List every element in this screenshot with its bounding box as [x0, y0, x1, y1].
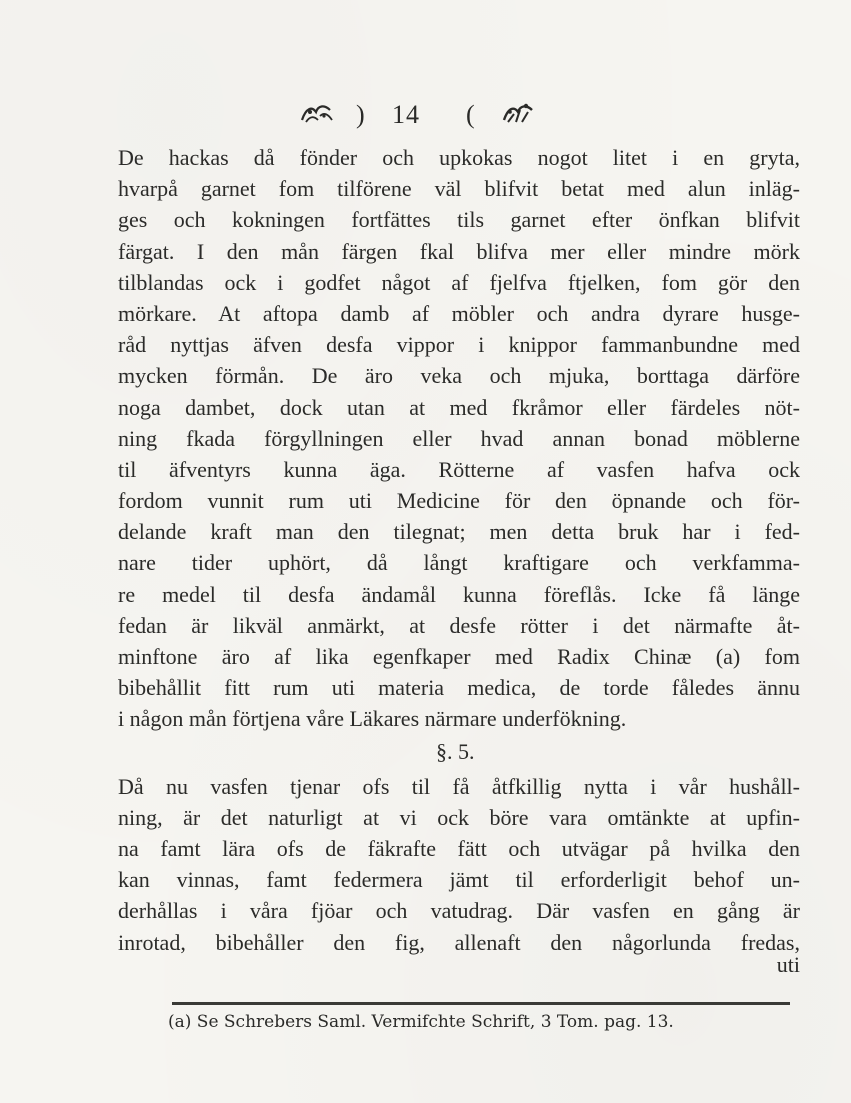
printers-ornament-right-icon: [500, 100, 534, 126]
page-header: [0, 96, 851, 136]
paragraph-2: [118, 771, 800, 958]
text-line: hvarpå garnet fom tilförene väl blifvit betat med alun inläg-: [118, 176, 800, 202]
printers-ornament-left-icon: [300, 102, 334, 126]
body-text: [118, 142, 800, 984]
text-line: minftone äro af lika egenfkaper med Radix Chinæ (a) fom: [118, 644, 800, 669]
text-line: nare tider uphört, då långt kraftigare och verkfamma-: [118, 550, 800, 576]
footnote-rule: [172, 1002, 790, 1005]
text-line: delande kraft man den tilegnat; men detta bruk har i fed-: [118, 519, 800, 545]
text-line: bibehållit fitt rum uti materia medica, de torde fåledes ännu: [118, 675, 800, 701]
paragraph-1: [118, 142, 800, 735]
text-line: råd nyttjas äfven desfa vippor i knippor fammanbundne med: [118, 332, 800, 358]
text-line: tilblandas ock i godfet något af fjelfva ftjelken, fom gör den: [118, 269, 800, 295]
text-line: fedan är likväl anmärkt, at desfe rötter i det närmafte åt-: [118, 612, 800, 638]
text-line: färgat. I den mån färgen fkal blifva mer eller mindre mörk: [118, 238, 800, 264]
section-heading: §. 5.: [436, 738, 475, 764]
text-line: inrotad, bibehåller den fig, allenaft den någorlunda fredas,: [118, 929, 800, 955]
footnote: (a) Se Schrebers Saml. Vermifchte Schrift, 3 Tom. pag. 13.: [168, 1012, 674, 1032]
text-line: Då nu vasfen tjenar ofs til få åtfkillig nytta i vår hushåll-: [118, 773, 800, 799]
text-line: til äfventyrs kunna äga. Rötterne af vasfen hafva ock: [118, 456, 800, 482]
text-line: re medel til desfa ändamål kunna föreflås. Icke få länge: [118, 581, 800, 607]
text-line: ges och kokningen fortfättes tils garnet efter önfkan blifvit: [118, 207, 800, 233]
text-line: noga dambet, dock utan at med fkråmor eller färdeles nöt-: [118, 394, 800, 420]
text-line: mörkare. At aftopa damb af möbler och andra dyrare husge-: [118, 300, 800, 326]
text-line: ning fkada förgyllningen eller hvad annan bonad möblerne: [118, 425, 800, 451]
page-number: 14: [392, 100, 420, 129]
header-paren-left: ): [356, 100, 365, 129]
text-line: derhållas i våra fjöar och vatudrag. Där vasfen en gång är: [118, 898, 800, 924]
text-line: De hackas då fönder och upkokas nogot litet i en gryta,: [118, 145, 800, 170]
text-line: ning, är det naturligt at vi ock böre vara omtänkte at upfin-: [118, 804, 800, 830]
text-line: mycken förmån. De äro veka och mjuka, borttaga därföre: [118, 363, 800, 389]
text-line: i någon mån förtjena våre Läkares närmare underfökning.: [118, 706, 627, 732]
catchword-line: [118, 951, 800, 984]
header-paren-right: (: [466, 100, 475, 129]
text-line: kan vinnas, famt federmera jämt til erforderligit behof un-: [118, 867, 800, 893]
text-line: na famt lära ofs de fäkrafte fätt och utvägar på hvilka den: [118, 835, 800, 861]
catchword: uti: [776, 951, 800, 977]
text-line: fordom vunnit rum uti Medicine för den öpnande och för-: [118, 488, 800, 514]
